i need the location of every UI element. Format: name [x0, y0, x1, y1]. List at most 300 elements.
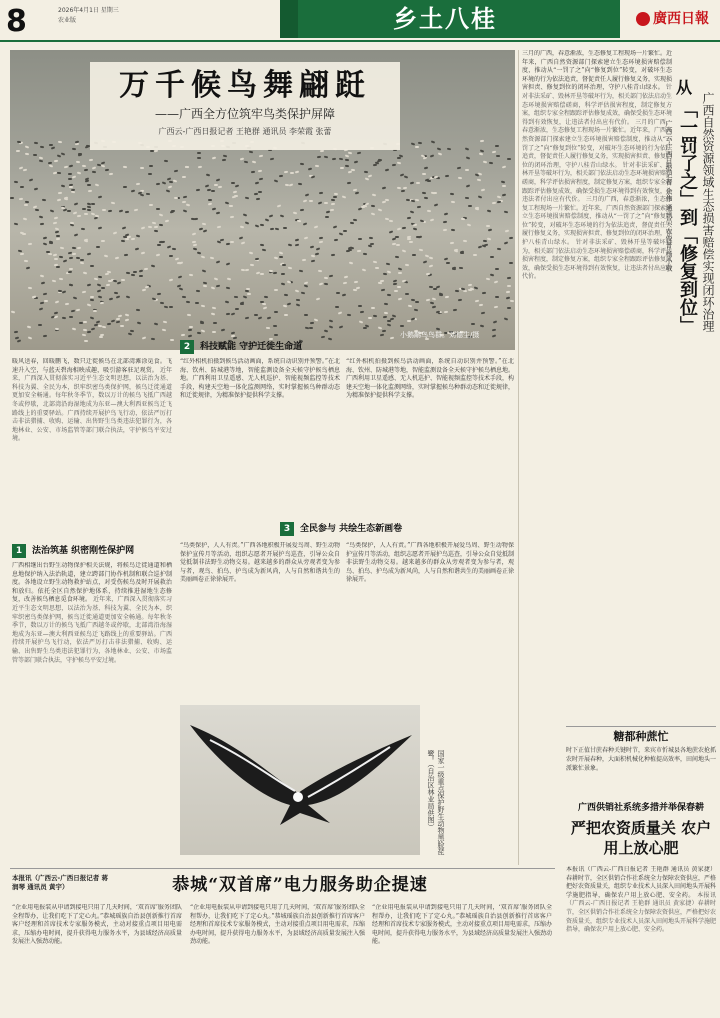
bird-mark	[398, 267, 402, 270]
bird-mark	[252, 160, 256, 163]
bird-mark	[450, 192, 454, 195]
bird-mark	[241, 269, 245, 271]
bird-mark	[283, 227, 287, 229]
bird-mark	[354, 281, 358, 283]
bird-mark	[64, 197, 68, 200]
bird-mark	[57, 198, 61, 201]
bird-mark	[202, 270, 206, 273]
bird-mark	[186, 300, 190, 302]
bird-mark	[225, 202, 229, 205]
bird-mark	[68, 178, 72, 180]
bird-mark	[166, 189, 170, 192]
bird-mark	[188, 329, 192, 331]
bird-mark	[273, 325, 277, 327]
bird-mark	[40, 302, 44, 305]
bird-mark	[167, 245, 171, 248]
bird-mark	[154, 230, 158, 233]
body-text: “企业用电报装从申请到接电只用了几天时间，‘双首席’服务团队全程帮办，让我们吃下了定心丸。”恭城瑶族自治县创新推行首席客户经理和首席技术专家服务模式，主动对接重点项目用电需求，压缩办电时间，提升获得电力服务水平，为县域经济高质量发展注入强劲动能。	[190, 904, 365, 946]
bird-mark	[260, 243, 264, 246]
bird-mark	[431, 140, 435, 143]
bird-mark	[330, 203, 334, 205]
bird-mark	[358, 238, 362, 240]
bird-mark	[339, 233, 343, 236]
bird-mark	[141, 252, 145, 255]
bird-mark	[121, 279, 125, 281]
bird-mark	[73, 234, 77, 237]
bird-mark	[367, 174, 371, 177]
bird-mark	[284, 171, 288, 173]
bird-mark	[260, 273, 264, 275]
bird-mark	[418, 142, 422, 144]
body-text: 广西相继出台野生动物保护相关法规，将候鸟迁徙通道和栖息地保护纳入法治轨道，建立跨部门协作机制和联合巡护制度。各地设立野生动物救护站点，对受伤候鸟及时开展救治和放归。依托全区自然保护地体系，持续推进湿地生态修复，改善候鸟栖息觅食环境。	[12, 562, 172, 604]
bottom-byline: 本报讯（广西云-广西日报记者 蒋润琴 通讯员 黄宇）	[12, 874, 108, 891]
bird-mark	[343, 230, 347, 232]
bird-mark	[101, 287, 105, 289]
bird-mark	[69, 257, 73, 260]
bird-mark	[381, 288, 385, 291]
bird-mark	[69, 283, 73, 286]
bird-mark	[266, 327, 270, 329]
bird-mark	[404, 176, 408, 179]
bird-mark	[436, 147, 440, 150]
bird-mark	[415, 301, 419, 303]
bird-mark	[387, 270, 391, 273]
bird-mark	[475, 299, 479, 302]
bird-mark	[205, 184, 209, 187]
bird-mark	[299, 269, 303, 272]
bird-mark	[156, 253, 160, 256]
bird-mark	[87, 252, 91, 255]
bird-mark	[98, 227, 102, 230]
bird-mark	[24, 152, 28, 155]
bird-mark	[136, 309, 140, 311]
bird-mark	[77, 246, 81, 249]
bird-mark	[510, 300, 514, 303]
bird-mark	[324, 330, 328, 333]
bird-mark	[365, 178, 369, 181]
bird-mark	[100, 302, 104, 304]
bird-mark	[196, 189, 200, 192]
bird-mark	[151, 264, 155, 267]
number-3-icon: 3	[280, 522, 294, 536]
bird-mark	[123, 186, 127, 188]
bird-mark	[496, 155, 500, 157]
bird-mark	[402, 226, 406, 229]
bird-mark	[169, 181, 173, 183]
bird-mark	[81, 228, 85, 230]
bird-mark	[70, 224, 74, 227]
bird-mark	[186, 204, 190, 207]
bird-mark	[309, 327, 313, 329]
bird-mark	[53, 222, 57, 225]
bird-mark	[86, 184, 90, 186]
bird-mark	[85, 146, 89, 149]
bird-mark	[458, 176, 462, 178]
section3-body	[180, 542, 340, 700]
bird-mark	[317, 156, 321, 158]
bird-mark	[207, 189, 211, 191]
bird-mark	[453, 308, 457, 311]
bird-mark	[206, 173, 210, 176]
bird-mark	[264, 219, 268, 222]
bird-mark	[116, 318, 120, 320]
bird-mark	[61, 207, 65, 210]
bird-mark	[287, 281, 291, 284]
bird-mark	[284, 314, 288, 316]
bird-mark	[54, 230, 58, 233]
bird-mark	[490, 256, 494, 258]
bird-mark	[211, 190, 215, 192]
bird-mark	[55, 328, 59, 330]
bird-mark	[25, 266, 29, 269]
bird-mark	[414, 309, 418, 312]
bird-mark	[169, 278, 173, 281]
header-rule	[0, 40, 720, 42]
bird-mark	[381, 187, 385, 190]
bird-mark	[483, 160, 487, 163]
bird-mark	[56, 235, 60, 237]
bird-mark	[82, 208, 86, 210]
bird-mark	[321, 335, 325, 338]
bird-mark	[59, 256, 63, 259]
gx-title: 严把农资质量关 农户用上放心肥	[570, 819, 712, 857]
right-story-byline: 广西云-广西日报记者 余伟 通讯员 农俊菁 杨小敏	[665, 120, 673, 272]
bird-mark	[432, 298, 436, 301]
bird-mark	[64, 165, 68, 168]
bird-mark	[69, 164, 73, 167]
bird-mark	[215, 212, 219, 215]
bird-mark	[281, 273, 285, 275]
bird-mark	[494, 280, 498, 283]
bird-mark	[392, 238, 396, 241]
bird-mark	[203, 281, 207, 284]
bird-mark	[373, 261, 377, 264]
bird-mark	[314, 318, 318, 321]
bird-mark	[379, 334, 383, 337]
bird-mark	[303, 222, 307, 225]
bird-mark	[468, 205, 472, 207]
bird-mark	[299, 163, 303, 165]
bird-mark	[509, 237, 513, 239]
bird-mark	[389, 317, 393, 320]
bird-mark	[398, 272, 402, 274]
bird-mark	[102, 326, 106, 329]
bird-mark	[244, 160, 248, 163]
bird-mark	[121, 226, 125, 229]
bird-mark	[188, 335, 192, 338]
bird-mark	[201, 329, 205, 332]
bird-mark	[328, 325, 332, 328]
bird-mark	[124, 318, 128, 321]
bird-mark	[360, 311, 364, 314]
bird-mark	[131, 190, 135, 193]
bird-mark	[450, 241, 454, 244]
bird-mark	[197, 152, 201, 154]
seal-icon	[636, 12, 650, 26]
bird-mark	[422, 192, 426, 194]
bird-mark	[495, 268, 499, 270]
bird-mark	[279, 256, 283, 258]
bird-mark	[34, 188, 38, 191]
bird-mark	[255, 182, 259, 185]
bird-mark	[264, 296, 268, 298]
bird-mark	[463, 240, 467, 242]
bird-mark	[87, 331, 91, 334]
bird-mark	[108, 210, 112, 212]
bird-mark	[60, 184, 64, 187]
bird-mark	[486, 225, 490, 227]
bird-mark	[80, 259, 84, 261]
bird-mark	[137, 321, 141, 324]
bird-mark	[395, 255, 399, 257]
bird-mark	[239, 237, 243, 240]
bird-mark	[274, 180, 278, 183]
bird-mark	[34, 141, 38, 144]
bird-mark	[316, 247, 320, 250]
bird-mark	[78, 153, 82, 156]
bird-mark	[182, 176, 186, 178]
bird-mark	[63, 259, 67, 262]
bird-mark	[416, 205, 420, 208]
bottom-body-col3	[372, 904, 552, 1012]
bird-mark	[388, 230, 392, 233]
bird-mark	[87, 303, 91, 306]
bird-mark	[451, 200, 455, 202]
bird-mark	[80, 261, 84, 264]
bird-mark	[466, 184, 470, 187]
bird-mark	[124, 253, 128, 255]
bird-mark	[318, 270, 322, 273]
bird-mark	[509, 262, 513, 264]
bird-mark	[24, 260, 28, 262]
bird-mark	[405, 293, 409, 295]
bird-mark	[17, 140, 21, 143]
bird-mark	[375, 267, 379, 269]
bird-mark	[216, 260, 220, 263]
bird-mark	[25, 146, 29, 149]
bird-mark	[410, 182, 414, 185]
bird-mark	[400, 325, 404, 327]
bird-mark	[447, 148, 451, 151]
bird-mark	[332, 158, 336, 160]
bird-mark	[83, 320, 87, 322]
bird-mark	[62, 317, 66, 319]
bird-mark	[314, 164, 318, 166]
bird-mark	[325, 216, 329, 218]
note-title: 糖都种蔗忙	[613, 730, 669, 743]
bird-mark	[488, 228, 492, 231]
body-text: 针对非法采矿、毁林开垦等破坏行为，相关部门依法启动生态环境损害赔偿磋商，科学评估损害程度，制定修复方案，组织专家全程跟踪评估修复成效，确保受损生态环境得到有效恢复，让违法者付出应有代价。	[522, 84, 672, 126]
bird-mark	[222, 159, 226, 161]
bird-mark	[126, 271, 130, 274]
bird-mark	[154, 150, 158, 153]
bird-mark	[295, 244, 299, 247]
bird-mark	[505, 229, 509, 232]
body-text: 本报讯（广西云-广西日报记者 王艳群 通讯员 黄家捷）春耕时节，全区供销合作社系统全力保障农资供应，严格把好农资质量关，组织专业技术人员深入田间地头开展科学施肥指导，确保农户用上放心肥、安全药。	[566, 891, 716, 934]
bird-mark	[309, 246, 313, 249]
section1-body	[12, 562, 172, 862]
bird-mark	[28, 336, 32, 339]
bird-mark	[154, 225, 158, 227]
bird-mark	[24, 204, 28, 206]
bird-mark	[211, 157, 215, 160]
bird-mark	[373, 315, 377, 318]
bird-mark	[20, 253, 24, 255]
bird-mark	[259, 177, 263, 180]
bird-mark	[195, 302, 199, 304]
bird-mark	[125, 313, 129, 316]
bird-mark	[70, 222, 74, 225]
bird-mark	[504, 318, 508, 321]
bird-mark	[107, 323, 111, 326]
bottom-body-col1	[12, 904, 182, 1012]
bird-mark	[365, 324, 369, 327]
bird-mark	[427, 180, 431, 182]
bird-mark	[165, 220, 169, 223]
bird-mark	[54, 312, 58, 315]
bird-mark	[412, 254, 416, 256]
bird-mark	[193, 247, 197, 250]
bird-mark	[409, 211, 413, 214]
bird-mark	[343, 282, 347, 285]
bird-mark	[235, 308, 239, 310]
bird-mark	[353, 218, 357, 221]
bird-mark	[139, 269, 143, 272]
bird-mark	[148, 173, 152, 175]
right-story-subtitle: 广西自然资源领域生态损害赔偿实现闭环治理	[701, 92, 715, 332]
bird-mark	[97, 289, 101, 292]
bird-mark	[90, 265, 94, 267]
bird-mark	[384, 312, 388, 314]
bird-mark	[116, 321, 120, 324]
bird-mark	[239, 158, 243, 161]
bird-mark	[258, 169, 262, 172]
bird-mark	[368, 245, 372, 248]
bird-mark	[465, 197, 469, 199]
bird-mark	[429, 154, 433, 157]
bird-mark	[294, 171, 298, 174]
bird-mark	[428, 264, 432, 267]
bird-mark	[356, 151, 360, 154]
bird-mark	[201, 256, 205, 259]
bird-mark	[497, 196, 501, 199]
bird-mark	[50, 209, 54, 212]
logo-text: 廣西日報	[653, 11, 709, 27]
bird-mark	[401, 190, 405, 193]
bird-mark	[451, 229, 455, 232]
bird-mark	[229, 205, 233, 207]
bird-mark	[507, 277, 511, 280]
section1-heading-text: 法治筑基 织密刚性保护网	[32, 546, 135, 556]
bird-mark	[98, 196, 102, 199]
number-2-icon: 2	[180, 340, 194, 354]
bird-mark	[430, 302, 434, 305]
bird-mark	[144, 268, 148, 270]
bird-mark	[241, 242, 245, 245]
bird-mark	[33, 153, 37, 155]
bird-mark	[293, 212, 297, 215]
lead-paragraph	[12, 358, 172, 496]
bird-mark	[20, 186, 24, 188]
bird-mark	[58, 192, 62, 194]
bird-mark	[231, 334, 235, 336]
bird-mark	[325, 210, 329, 213]
bird-mark	[372, 193, 376, 196]
bird-mark	[119, 210, 123, 213]
bird-mark	[390, 337, 394, 340]
bird-mark	[370, 213, 374, 216]
bird-mark	[159, 214, 163, 217]
section2-body	[180, 358, 340, 518]
bird-mark	[454, 290, 458, 292]
bird-mark	[18, 250, 22, 253]
bird-mark	[254, 314, 258, 316]
bird-mark	[115, 256, 119, 259]
bird-mark	[76, 309, 80, 312]
bird-mark	[302, 259, 306, 261]
bird-mark	[313, 225, 317, 228]
bird-mark	[169, 255, 173, 257]
bird-mark	[456, 166, 460, 169]
bird-mark	[342, 195, 346, 198]
bird-mark	[125, 238, 129, 240]
bird-mark	[396, 161, 400, 164]
bird-mark	[353, 289, 357, 291]
bird-mark	[415, 199, 419, 202]
bird-mark	[245, 268, 249, 270]
bird-mark	[187, 314, 191, 316]
bird-mark	[345, 165, 349, 167]
bird-mark	[101, 165, 105, 168]
bird-mark	[175, 257, 179, 260]
bird-mark	[52, 253, 56, 256]
bird-mark	[225, 301, 229, 304]
bird-mark	[387, 324, 391, 327]
bird-mark	[396, 244, 400, 246]
section2-body-cont	[346, 358, 514, 518]
bird-mark	[334, 239, 338, 241]
bird-mark	[339, 325, 343, 328]
bird-mark	[52, 280, 56, 283]
bird-mark	[427, 210, 431, 213]
bird-mark	[25, 201, 29, 203]
bird-mark	[305, 194, 309, 197]
bird-mark	[282, 264, 286, 266]
bird-mark	[82, 334, 86, 337]
bird-mark	[290, 172, 294, 174]
bottom-title: 恭城“双首席”电力服务助企提速	[172, 875, 428, 895]
bird-mark	[245, 221, 249, 224]
bird-mark	[183, 210, 187, 213]
gx-body	[566, 866, 716, 1012]
bottom-body-col2	[190, 904, 365, 1012]
bird-mark	[247, 293, 251, 295]
bird-mark	[105, 273, 109, 276]
bird-mark	[91, 327, 95, 330]
bird-mark	[359, 320, 363, 323]
bird-mark	[304, 236, 308, 239]
bird-mark	[140, 167, 144, 169]
bird-mark	[407, 320, 411, 322]
bird-mark	[507, 307, 511, 309]
bird-mark	[249, 252, 253, 255]
bird-mark	[211, 207, 215, 210]
bird-mark	[403, 186, 407, 188]
bird-mark	[303, 200, 307, 203]
bird-mark	[196, 289, 200, 291]
bird-mark	[330, 209, 334, 211]
bird-mark	[126, 296, 130, 299]
